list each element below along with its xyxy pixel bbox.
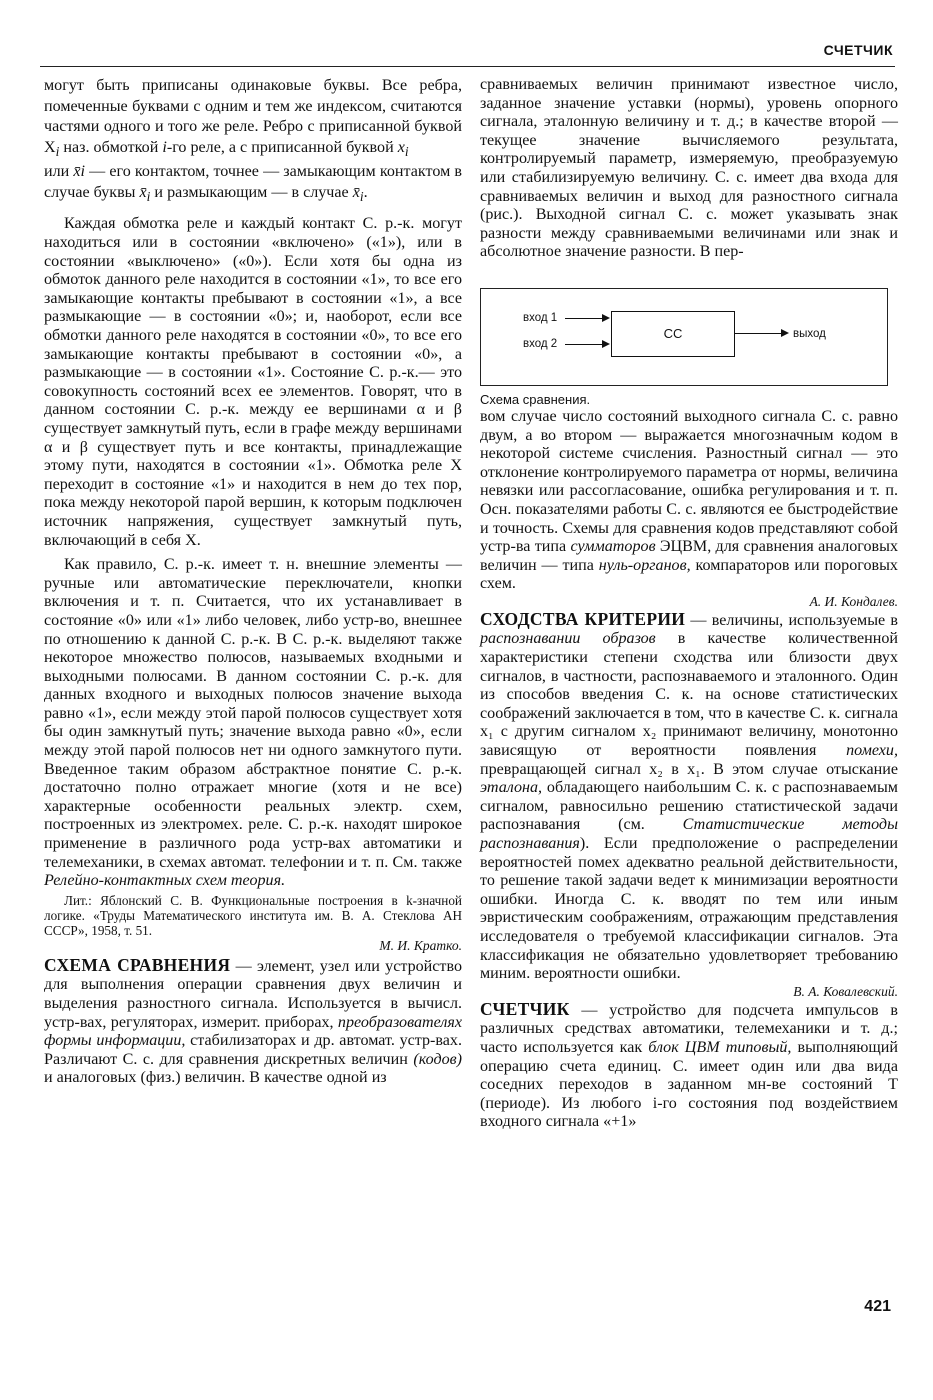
article-heading-schema: СХЕМА СРАВНЕНИЯ bbox=[44, 954, 231, 975]
author-signature-3: В. А. Ковалевский. bbox=[793, 983, 898, 999]
right-column bbox=[480, 76, 898, 1132]
literature-note: Лит.: Яблонский С. В. Функциональные построения в k-значной логике. «Труды Математического института им. В. А. Стеклова АН СССР», 1958, т. 51. bbox=[44, 892, 462, 938]
comparator-block: СС bbox=[611, 311, 735, 357]
left-column bbox=[44, 76, 462, 1088]
paragraph-schema-end: вом случае число состояний выходного сигнала С. с. равно двум, а во втором — выражается многозначным кодом в некоторой системе счисления. Разностный сигнал — это отклонение контролируемого параметра от нормы, величина невязки или рассогласование, ошибка регулирования и т. п. Осн. показателями работы С. с. являются ее быстродействие и точность. Схемы для сравнения кодов представляют собой устр-ва типа сумматоров ЭЦВМ, для сравнения аналоговых величин — типа нуль-органов, компараторов или пороговых схем. bbox=[480, 407, 898, 593]
page-number: 421 bbox=[864, 1298, 891, 1315]
article-schema-sravneniya: СХЕМА СРАВНЕНИЯ — элемент, узел или устройство для выполнения операции сравнения двух величин и выделения разностного сигнала. Используется в вычисл. устр-вах, регуляторах, измерит. приборах, преобразователях формы информации, стабилизаторах и др. автомат. устр-вах. Различают С. с. для сравнения дискретных величин (кодов) и аналоговых (физ.) величин. В качестве одной из bbox=[44, 954, 463, 1087]
paragraph-schema-continued: сравниваемых величин принимают известное число, заданное значение уставки (нормы), уровень опорного сигнала, эталонную величину и т. д.; в качестве второй — текущее значение вычисляемого результата, контролируемый параметр, измеряемую, преобразуемую или стабилизируемую величину. С. с. имеет два входа для сравниваемых величин и выход для разностного сигнала (рис.). Выходной сигнал С. с. может указывать знак разности между сравниваемыми величинами или знак и абсолютное значение разности. В пер- bbox=[480, 76, 898, 261]
input-1-arrow-icon bbox=[602, 314, 610, 322]
link-statisticheskie-metody[interactable]: Статистические методы распознавания bbox=[480, 816, 898, 852]
link-summatory[interactable]: сумматоров bbox=[570, 538, 656, 556]
author-signature-1: М. И. Кратко. bbox=[379, 937, 462, 953]
paragraph-states: Каждая обмотка реле и каждый контакт С. р.-к. могут находиться или в состоянии «включено» («1»), или в состоянии «выключено» («0»). Если хотя бы одна из обмоток данного реле находится в состоянии «1», то все его замыкающие контакты пребывают в состоянии «1», а все размыкающие — в состоянии «0»; и, наоборот, если все обмотки данного реле находятся в состоянии «0», то все его замыкающие контакты пребывают в состоянии «0», а размыкающие — в состоянии «1». Состояние С. р.-к.— это совокупность состояний всех ее элементов. Говорят, что в данном состоянии С. р.-к. между ее вершинами α и β существует замкнутый путь, если в графе между вершинами α и β существует путь и все контакты, принадлежащие этому пути, находятся в состоянии «1». Обмотка реле X переходит в состояние «1» и находится в нем до тех пор, пока между некоторой парой вершин, к которым подключен источник напряжения, существует замкнутый путь, включающий в себя X. bbox=[44, 215, 462, 549]
link-pomekhi[interactable]: помехи, bbox=[846, 742, 898, 760]
paragraph-intro: могут быть приписаны одинаковые буквы. Все ребра, помеченные буквами с одним и тем же индексом, считаются частями одного и того же реле. Ребро с приписанной буквой $X_i$ наз. обмоткой i-го реле, а с приписанной буквой $x_i$ или x̄i — его контактом, точнее — замыкающим контактом в случае буквы $x̄_i$ и размыкающим — в случае $x̄_i$. bbox=[44, 77, 462, 204]
article-heading-skhodstva: СХОДСТВА КРИТЕРИИ bbox=[480, 608, 686, 629]
output-label: выход bbox=[793, 327, 826, 340]
paragraph-external-elements: Как правило, С. р.-к. имеет т. н. внешние элементы — ручные или автоматические переключатели, кнопки включения и т. п. Считается, что их устанавливает в состояние «0» или «1» либо человек, либо устр-во, внешнее по отношению к данной С. р.-к. В С. р.-к. выделяют также некоторое множество полюсов, называемых входными и выходными полюсами. В данном состоянии С. р.-к. для данных входного и выходных полюсов значение выхода равно «1», если между этой парой полюсов существует хотя бы один замкнутый путь; значение выхода равно «0», если между этой парой полюсов нет ни одного замкнутого пути. Введенное таким образом абстрактное понятие С. р.-к. достаточно полно отражает многие (хотя и не все) характерные особенности реальных электр. схем, построенных из электромех. реле. С. р.-к. находят широкое применение в различного рода устр-вах автоматики и телемеханики, в схемах автомат. телефонии и т. п. См. также Релейно-контактных схем теория. bbox=[44, 556, 462, 890]
input-2-label: вход 2 bbox=[523, 337, 558, 350]
link-kody[interactable]: (кодов) bbox=[413, 1050, 462, 1068]
link-raspoznavanie[interactable]: распознавании образов bbox=[480, 630, 656, 648]
see-also-link[interactable]: Релейно-контактных схем теория. bbox=[44, 872, 286, 890]
output-arrow-icon bbox=[781, 329, 789, 337]
running-header-title: СЧЕТЧИК bbox=[823, 42, 893, 58]
input-1-line bbox=[565, 318, 603, 319]
link-nul-organy[interactable]: нуль-органов, bbox=[598, 556, 691, 574]
article-schetchik: СЧЕТЧИК — устройство для подсчета импульсов в различных средствах автоматики, телемеханики и т. д.; часто используется как блок ЦВМ типовый, выполняющий операцию счета единиц. С. имеет один или два вида соседних переходов в заданном мн-ве состояний T (периоде). Из любого i-го состояния под воздействием входного сигнала «+1» bbox=[480, 998, 899, 1131]
link-preobrazovateli[interactable]: преобразователях формы информации, bbox=[44, 1013, 462, 1050]
output-line bbox=[735, 333, 783, 334]
figure-caption: Схема сравнения. bbox=[480, 391, 591, 407]
link-blok-cvm[interactable]: блок ЦВМ типовый, bbox=[648, 1038, 792, 1056]
running-header bbox=[40, 40, 895, 67]
input-1-label: вход 1 bbox=[523, 311, 558, 324]
comparison-scheme-figure bbox=[480, 288, 888, 386]
input-2-arrow-icon bbox=[602, 340, 610, 348]
input-2-line bbox=[565, 344, 603, 345]
author-signature-2: А. И. Кондалев. bbox=[809, 593, 898, 609]
link-etalon[interactable]: эталона, bbox=[480, 779, 543, 797]
article-skhodstva-kriterii: СХОДСТВА КРИТЕРИИ — величины, используемые в распознавании образов в качестве количественной характеристики степени сходства или близости двух сигналов, в частности, распознаваемого и эталонного. Один из способов введения С. к. на основе статистических соображений заключается в том, что в качестве С. к. сигнала x₁ с другим сигналом x₂ принимают величину, монотонно зависящую от вероятности появления помехи, превращающей сигнал x₂ в x₁. В этом случае отыскание эталона, обладающего наибольшим С. к. с распознаваемым сигналом, равносильно решению статистической задачи распознавания (см. Статистические методы распознавания). Если предположение о распределении вероятностей помех адекватно реальной действительности, то решение такой задачи ведет к минимизации вероятности ошибки. Иногда С. к. вводят по тем или иным эвристическим соображениям, отражающим представления исследователя о требуемой классификации сигналов. Эта классификация не обязательно удовлетворяет требованию миним. вероятности ошибки. bbox=[480, 608, 898, 983]
article-heading-schetchik: СЧЕТЧИК bbox=[480, 998, 570, 1019]
